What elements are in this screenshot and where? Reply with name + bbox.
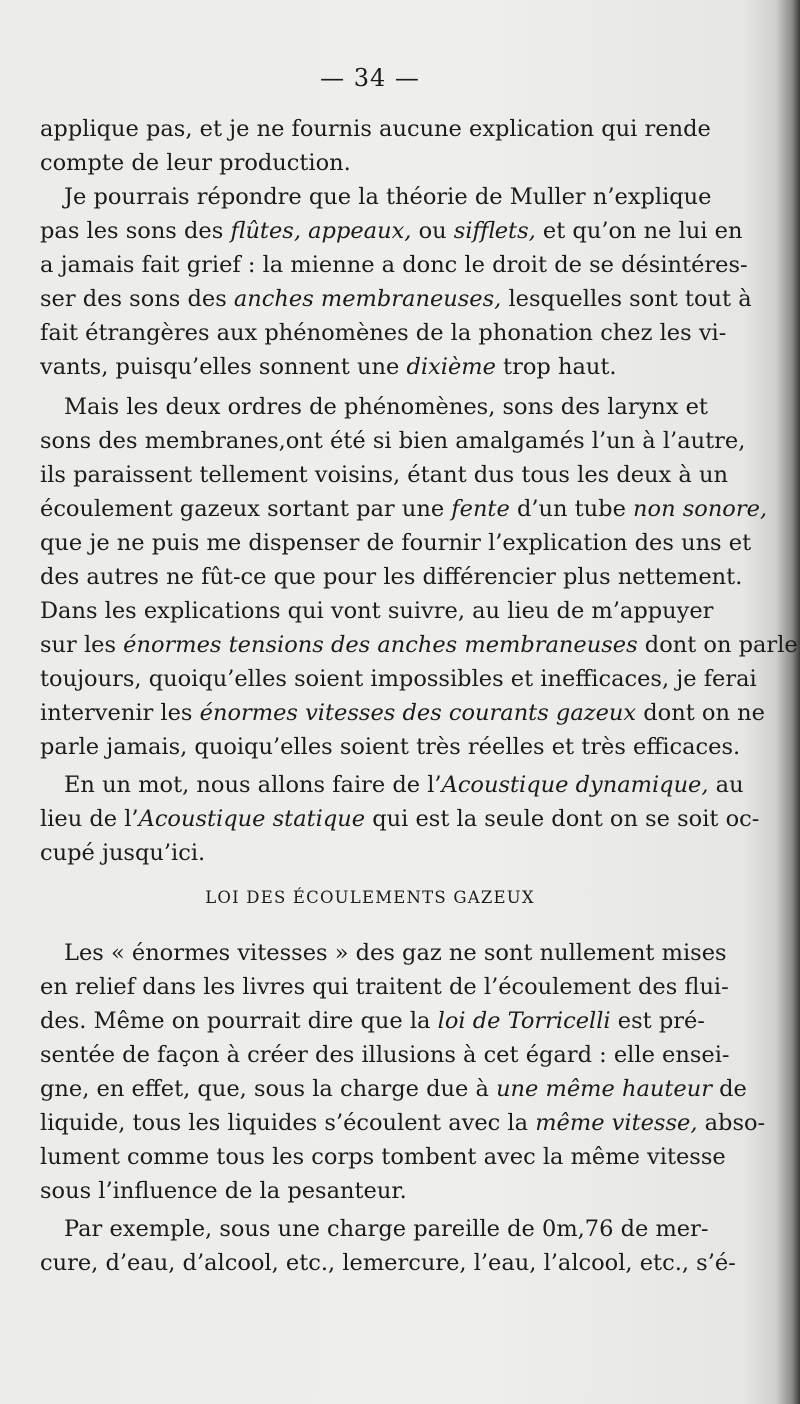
text-line: a jamais fait grief : la mienne a donc le droit de se désintéres- [40,252,748,278]
text-line: sur les énormes tensions des anches membraneuses dont on parle [40,632,798,658]
text-line: en relief dans les livres qui traitent de l’écoulement des flui- [40,974,729,1000]
italic-run: non sonore, [633,496,768,522]
italic-run: énormes tensions des anches membraneuses [123,632,638,658]
text-line: des. Même on pourrait dire que la loi de Torricelli est pré- [40,1008,705,1034]
text-line: ils paraissent tellement voisins, étant dus tous les deux à un [40,462,728,488]
section-heading: LOI DES ÉCOULEMENTS GAZEUX [205,888,535,907]
text-line: En un mot, nous allons faire de l’Acoustique dynamique, au [64,772,744,798]
italic-run: fente [451,496,510,522]
text-line: gne, en effet, que, sous la charge due à une même hauteur de [40,1076,747,1102]
text-line: lieu de l’Acoustique statique qui est la seule dont on se soit oc- [40,806,760,832]
text-line: parle jamais, quoiqu’elles soient très réelles et très efficaces. [40,734,741,760]
text-line: applique pas, et je ne fournis aucune explication qui rende [40,116,711,142]
text-line: intervenir les énormes vitesses des courants gazeux dont on ne [40,700,765,726]
italic-run: Acoustique dynamique, [441,772,709,798]
text-line: fait étrangères aux phénomènes de la phonation chez les vi- [40,320,727,346]
text-line: Je pourrais répondre que la théorie de Muller n’explique [64,184,712,210]
text-line: vants, puisqu’elles sonnent une dixième trop haut. [40,354,617,380]
text-line: liquide, tous les liquides s’écoulent avec la même vitesse, abso- [40,1110,766,1136]
italic-run: énormes vitesses des courants gazeux [199,700,637,726]
text-line: compte de leur production. [40,150,351,176]
italic-run: même vitesse, [535,1110,698,1136]
italic-run: Acoustique statique [138,806,366,832]
text-line: cure, d’eau, d’alcool, etc., lemercure, l’eau, l’alcool, etc., s’é- [40,1250,736,1276]
italic-run: loi de Torricelli [437,1008,611,1034]
text-line: cupé jusqu’ici. [40,840,206,866]
text-line: ser des sons des anches membraneuses, lesquelles sont tout à [40,286,752,312]
text-line: des autres ne fût-ce que pour les différencier plus nettement. [40,564,743,590]
italic-run: flûtes, appeaux, [230,218,412,244]
italic-run: anches membraneuses, [233,286,502,312]
text-line: toujours, quoiqu’elles soient impossibles et inefficaces, je ferai [40,666,757,692]
text-line: sous l’influence de la pesanteur. [40,1178,407,1204]
text-line: Mais les deux ordres de phénomènes, sons des larynx et [64,394,708,420]
text-line: pas les sons des flûtes, appeaux, ou sifflets, et qu’on ne lui en [40,218,743,244]
text-line: sentée de façon à créer des illusions à cet égard : elle ensei- [40,1042,730,1068]
text-line: Par exemple, sous une charge pareille de 0m,76 de mer- [64,1216,709,1242]
text-line: Dans les explications qui vont suivre, au lieu de m’appuyer [40,598,714,624]
italic-run: dixième [406,354,496,380]
text-line: sons des membranes,ont été si bien amalgamés l’un à l’autre, [40,428,746,454]
page-number: — 34 — [320,64,420,92]
text-line: que je ne puis me dispenser de fournir l’explication des uns et [40,530,752,556]
italic-run: sifflets, [453,218,536,244]
text-line: lument comme tous les corps tombent avec la même vitesse [40,1144,726,1170]
text-line: Les « énormes vitesses » des gaz ne sont nullement mises [64,940,727,966]
italic-run: une même hauteur [496,1076,712,1102]
text-line: écoulement gazeux sortant par une fente d’un tube non sonore, [40,496,768,522]
